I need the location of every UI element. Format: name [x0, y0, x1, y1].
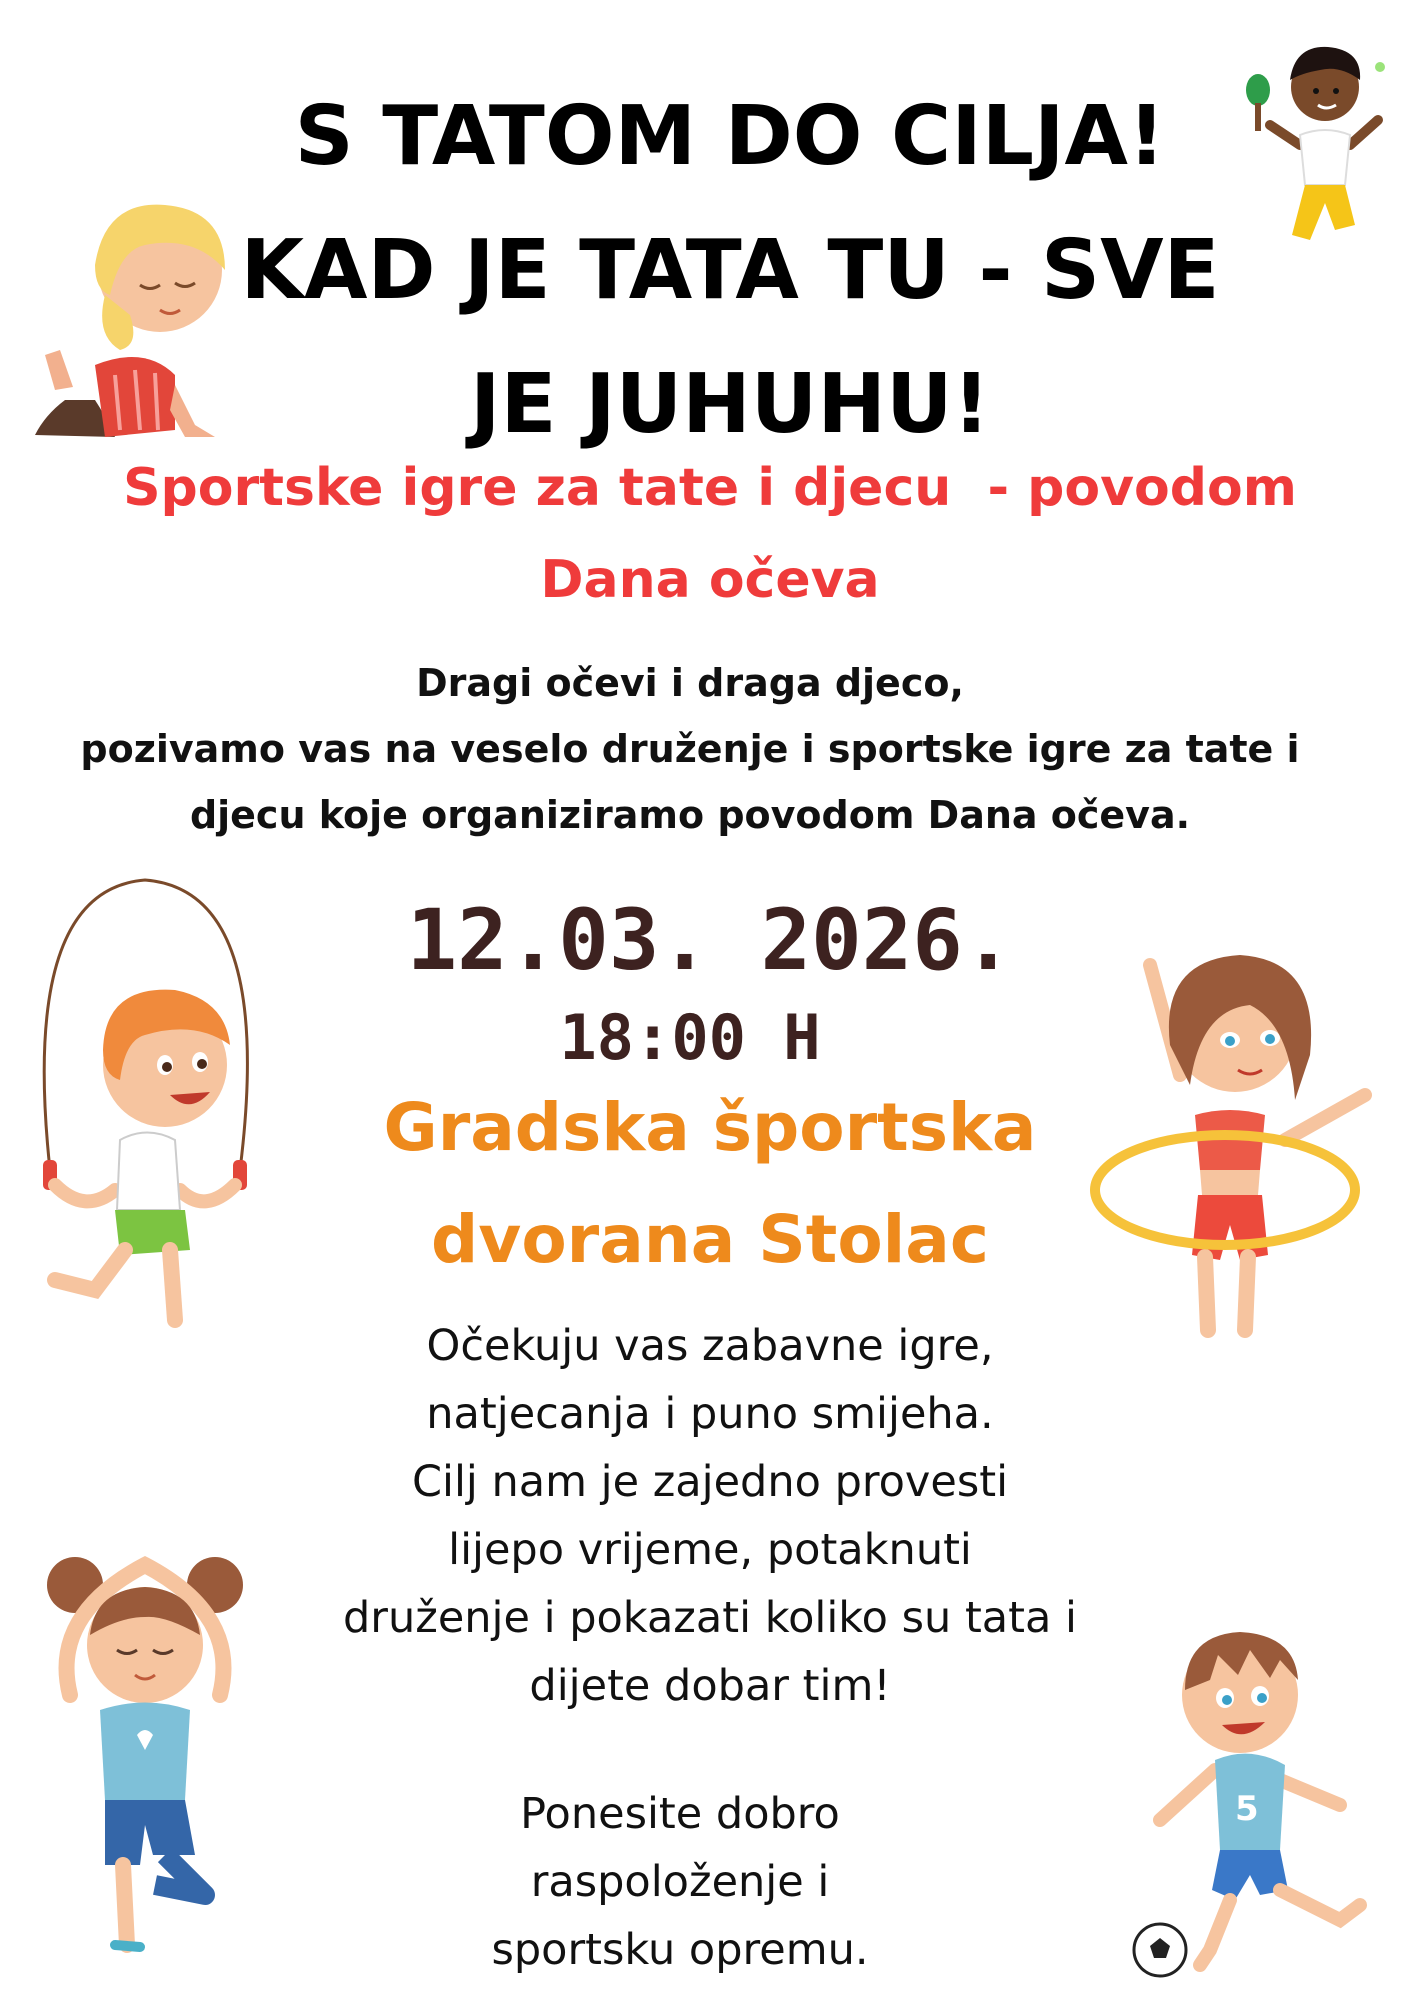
- poster-title: [180, 70, 1280, 472]
- description-line: Cilj nam je zajedno provesti: [411, 1457, 1009, 1507]
- svg-text:5: 5: [1235, 1789, 1259, 1829]
- greeting-line: djecu koje organiziramo povodom Dana očeva.: [189, 793, 1191, 837]
- closing-line: raspoloženje i: [530, 1857, 830, 1907]
- greeting-paragraph: [20, 650, 1360, 848]
- event-time: 18:00 H: [559, 1001, 821, 1074]
- girl-yoga-icon: [45, 1535, 245, 1965]
- greeting-line: pozivamo vas na veselo druženje i sportske igre za tate i: [80, 727, 1300, 771]
- subtitle-line: Dana očeva: [540, 550, 880, 610]
- description-line: lijepo vrijeme, potaknuti: [448, 1525, 972, 1575]
- description-line: dijete dobar tim!: [529, 1661, 891, 1711]
- subtitle-line: Sportske igre za tate i djecu - povodom: [123, 458, 1297, 518]
- description-line: Očekuju vas zabavne igre,: [426, 1321, 994, 1371]
- girl-stretching-icon: [25, 175, 245, 445]
- boy-ping-pong-icon: [1240, 25, 1400, 255]
- event-date: 12.03. 2026.: [406, 891, 1014, 989]
- girl-hula-hoop-icon: [1080, 935, 1380, 1355]
- description-line: druženje i pokazati koliko su tata i: [343, 1593, 1077, 1643]
- poster-subtitle: [60, 442, 1360, 626]
- closing-note: [370, 1780, 990, 1984]
- event-venue: [300, 1072, 1120, 1296]
- title-line: S TATOM DO CILJA!: [294, 89, 1166, 184]
- venue-line: dvorana Stolac: [431, 1201, 989, 1278]
- description-line: natjecanja i puno smijeha.: [426, 1389, 994, 1439]
- title-line: KAD JE TATA TU - SVE: [240, 223, 1220, 318]
- boy-soccer-icon: [1130, 1620, 1380, 1980]
- closing-line: Ponesite dobro: [520, 1789, 840, 1839]
- event-description: [270, 1312, 1150, 1720]
- venue-line: Gradska športska: [383, 1089, 1037, 1166]
- boy-jump-rope-icon: [25, 870, 265, 1330]
- title-line: JE JUHUHU!: [470, 357, 990, 452]
- greeting-line: Dragi očevi i draga djeco,: [416, 661, 964, 705]
- closing-line: sportsku opremu.: [491, 1925, 869, 1975]
